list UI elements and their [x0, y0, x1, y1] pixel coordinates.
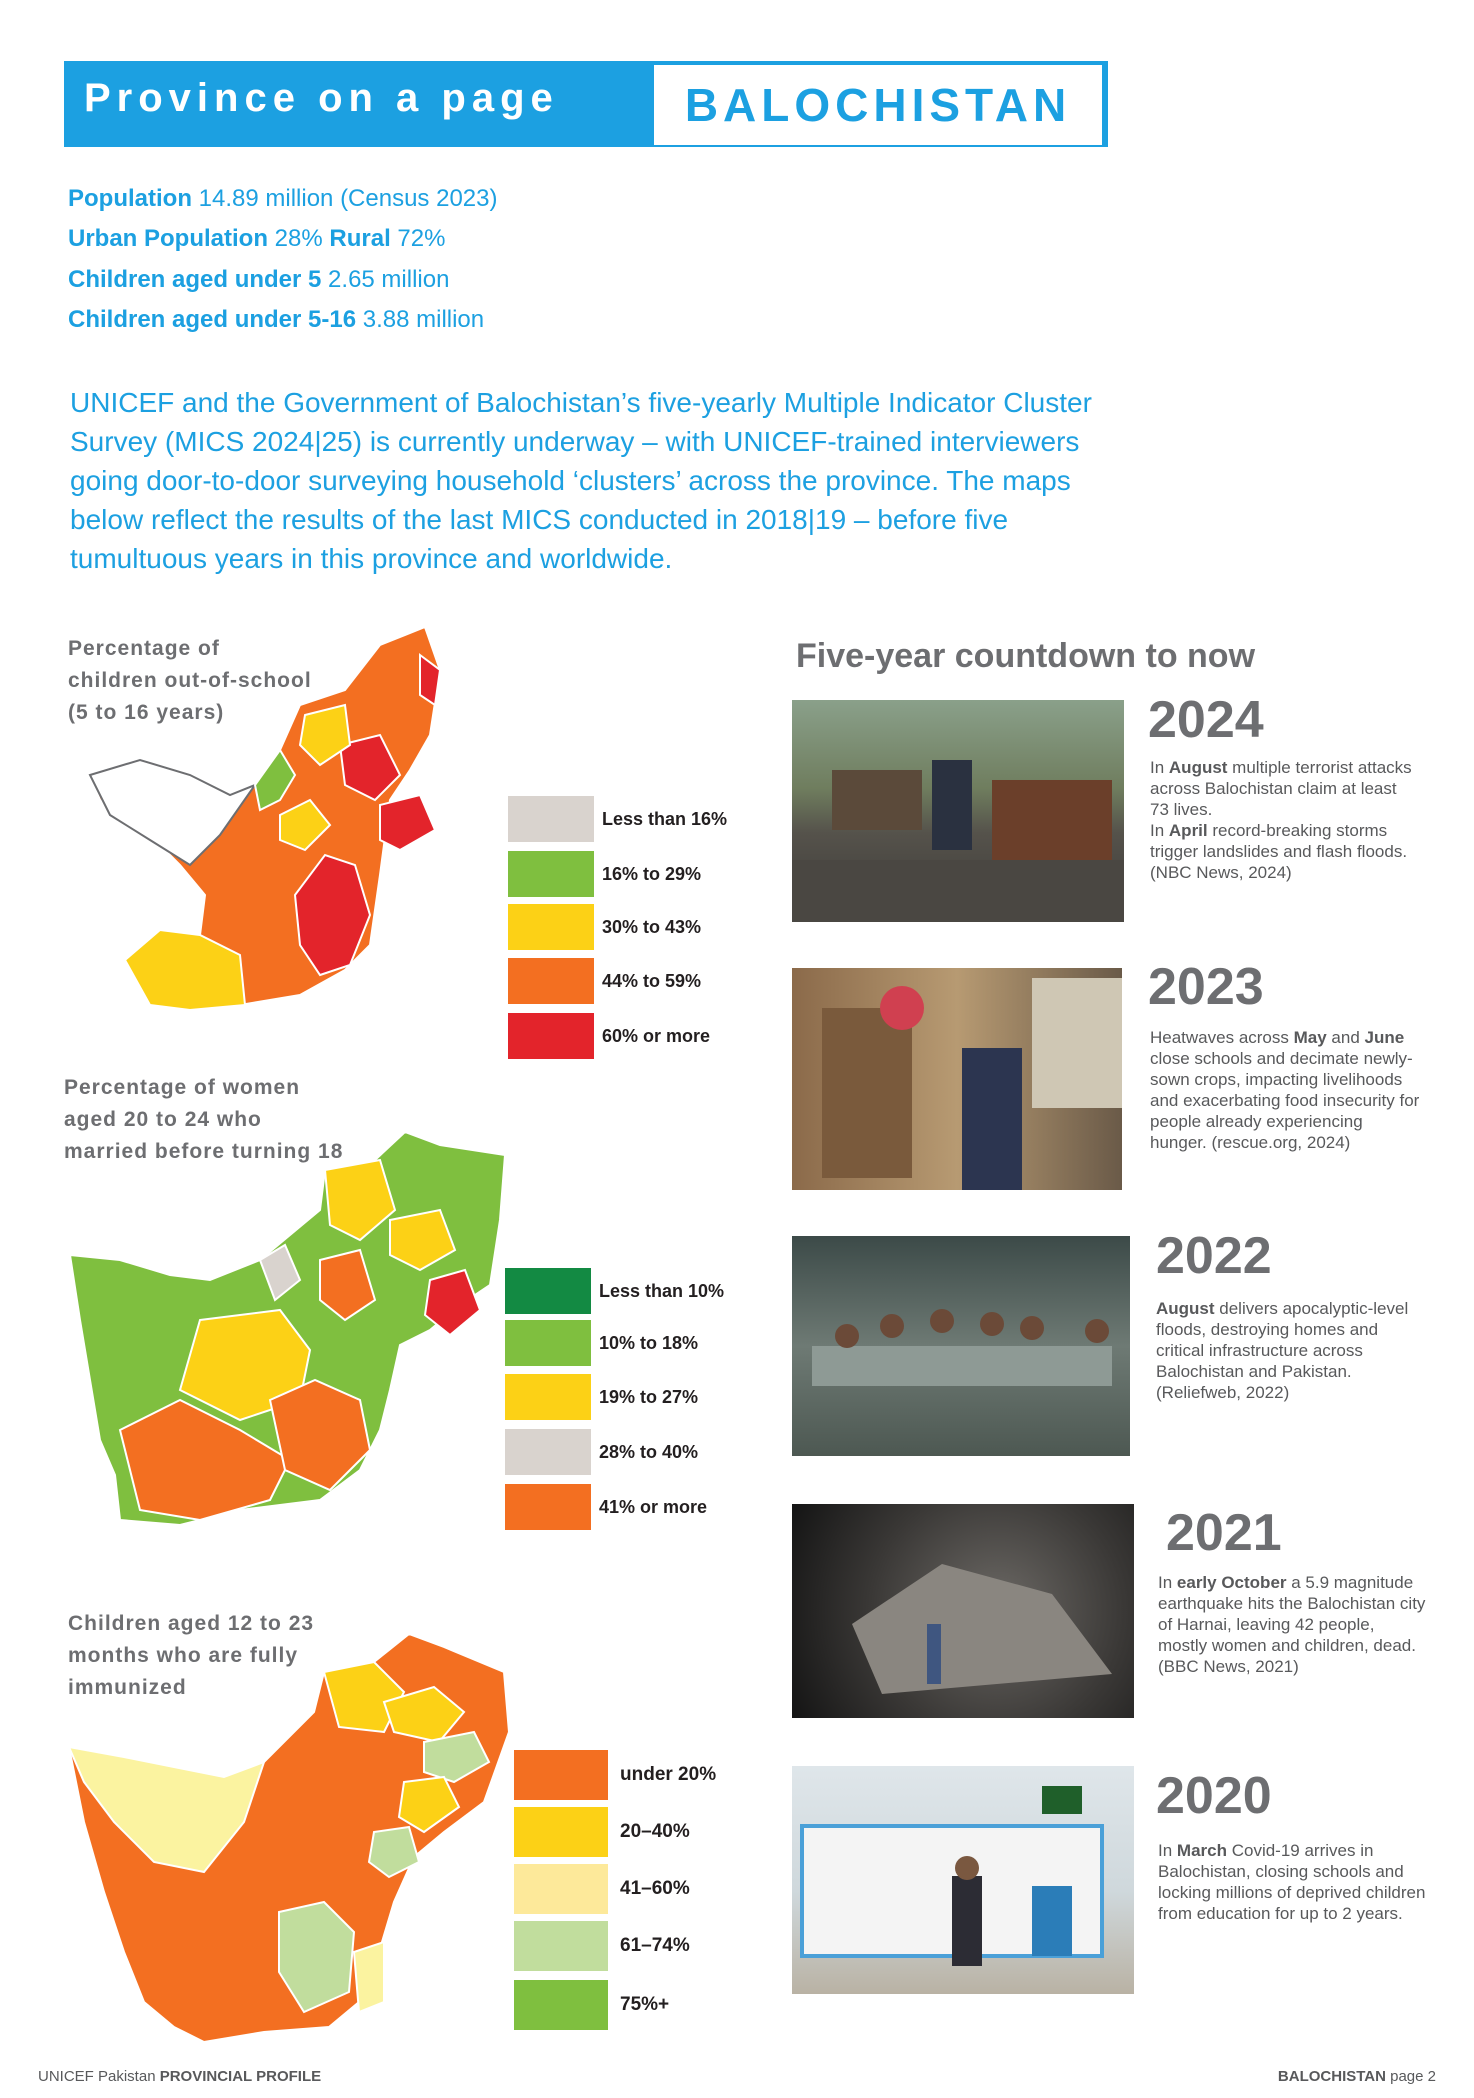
under5-stat: [68, 266, 449, 294]
legend-swatch: [514, 1980, 608, 2030]
event-text-part: In: [1150, 821, 1169, 840]
legend-swatch: [508, 796, 594, 842]
legend-label: 10% to 18%: [599, 1332, 699, 1353]
under5-16-value: 3.88 million: [362, 306, 485, 333]
event-2022-text: [1156, 1298, 1426, 1403]
map2-legend-item: [505, 1320, 698, 1366]
legend-label: 41–60%: [620, 1878, 690, 1899]
population-label: Population: [68, 185, 192, 212]
map3-legend-item: [514, 1807, 690, 1857]
legend-label: 28% to 40%: [599, 1441, 699, 1462]
legend-label: under 20%: [620, 1764, 717, 1785]
event-text-part: multiple terrorist attacks across Balochistan claim at least 73 lives.: [1150, 758, 1412, 819]
province-title-box: [652, 63, 1104, 147]
footer-left: [38, 2068, 321, 2085]
flood-children-photo: [792, 1236, 1130, 1456]
event-2023-text: [1150, 1027, 1420, 1153]
legend-label: 16% to 29%: [602, 863, 702, 884]
out-of-school-map: [80, 625, 520, 1040]
population-value: 14.89 million (Census 2023): [198, 185, 498, 212]
earthquake-rubble-photo: [792, 1504, 1134, 1718]
event-text-part: In: [1158, 1841, 1177, 1860]
map3-legend-item: [514, 1980, 669, 2030]
year-2022: 2022: [1156, 1227, 1272, 1285]
legend-swatch: [508, 958, 594, 1004]
event-2020-text: [1158, 1840, 1428, 1924]
flood-children-photo-art: [792, 1236, 1130, 1456]
legend-label: 75%+: [620, 1994, 670, 2015]
under5-16-label: Children aged under 5-16: [68, 306, 357, 333]
legend-swatch: [508, 1013, 594, 1059]
event-text-part: Heatwaves across: [1150, 1028, 1294, 1047]
event-text-bold: April: [1168, 821, 1208, 840]
map2-title-line: aged 20 to 24 who: [64, 1108, 262, 1131]
legend-swatch: [505, 1484, 591, 1530]
map3-legend-item: [514, 1864, 690, 1914]
legend-label: 60% or more: [602, 1025, 711, 1046]
immunization-map: [64, 1632, 524, 2052]
legend-label: 44% to 59%: [602, 970, 702, 991]
footer-page-number: page 2: [1385, 2068, 1436, 2085]
event-text-bold: early October: [1176, 1573, 1287, 1592]
map3-region: [354, 1942, 384, 2012]
urban-value: 28%: [274, 225, 323, 252]
legend-label: Less than 16%: [602, 808, 728, 829]
under5-value: 2.65 million: [328, 266, 450, 293]
countdown-title: Five-year countdown to now: [796, 637, 1256, 675]
event-text-part: In: [1150, 758, 1169, 777]
legend-label: 61–74%: [620, 1935, 690, 1956]
map1-legend-item: [508, 958, 701, 1004]
map3-title-line: immunized: [68, 1676, 187, 1699]
map2-legend-item: [505, 1484, 707, 1530]
urban-rural-stat: [68, 225, 445, 253]
year-2024: 2024: [1148, 691, 1264, 749]
map1-title-line: (5 to 16 years): [68, 701, 225, 724]
legend-swatch: [508, 851, 594, 897]
water-distribution-photo-art: [792, 968, 1122, 1190]
legend-swatch: [514, 1807, 608, 1857]
year-2020: 2020: [1156, 1767, 1272, 1825]
footer-right: [1278, 2068, 1436, 2085]
map1-title-line: Percentage of: [68, 637, 220, 660]
map1-legend-item: [508, 796, 727, 842]
footer-left-plain: UNICEF Pakistan: [38, 2068, 160, 2085]
map2-legend-item: [505, 1268, 724, 1314]
map3-legend-item: [514, 1921, 690, 1971]
population-stat: [68, 185, 497, 213]
event-text-bold: August: [1168, 758, 1228, 777]
map1-legend-item: [508, 1013, 710, 1059]
event-text-part: In: [1158, 1573, 1177, 1592]
map3-legend-item: [514, 1750, 716, 1800]
legend-swatch: [514, 1921, 608, 1971]
legend-swatch: [514, 1864, 608, 1914]
map2-legend-item: [505, 1374, 698, 1420]
event-2024-text: [1150, 757, 1420, 883]
event-text-part: delivers apocalyptic-level floods, destroying homes and critical infrastructure across Balochistan and Pakistan. (Reliefweb, 2022): [1156, 1299, 1409, 1402]
footer-left-bold: PROVINCIAL PROFILE: [159, 2068, 322, 2085]
burned-vehicles-photo: [792, 700, 1124, 922]
event-text-bold: May: [1293, 1028, 1327, 1047]
intro-paragraph: UNICEF and the Government of Balochistan’s five-yearly Multiple Indicator Cluster Survey (MICS 2024|25) is currently underway – with UNICEF-trained interviewers going door-to-door surveying household ‘clusters’ across the province. The maps below reflect the results of the last MICS conducted in 2018|19 – before five tumultuous years in this province and worldwide.: [70, 387, 1092, 574]
event-2021-text: [1158, 1572, 1428, 1677]
legend-swatch: [505, 1374, 591, 1420]
event-text-bold: June: [1364, 1028, 1405, 1047]
rural-label: Rural: [329, 225, 391, 252]
map2-title-line: married before turning 18: [64, 1140, 344, 1163]
legend-swatch: [505, 1268, 591, 1314]
year-2023: 2023: [1148, 958, 1264, 1016]
event-text-part: Covid-19 arrives in Balochistan, closing schools and locking millions of deprived children from education for up to 2 years.: [1158, 1841, 1426, 1923]
legend-swatch: [505, 1320, 591, 1366]
rural-value: 72%: [397, 225, 446, 252]
school-boy-photo-art: [792, 1766, 1134, 1994]
event-text-part: close schools and decimate newly-sown crops, impacting livelihoods and exacerbating food insecurity for people already experiencing hunger. (rescue.org, 2024): [1150, 1049, 1420, 1152]
map1-title-line: children out-of-school: [68, 669, 312, 692]
burned-vehicles-photo-art: [792, 700, 1124, 922]
footer-right-bold: BALOCHISTAN: [1277, 2068, 1386, 2085]
page-series-title: Province on a page: [84, 76, 559, 120]
legend-label: 41% or more: [599, 1496, 708, 1517]
legend-label: Less than 10%: [599, 1280, 725, 1301]
under5-label: Children aged under 5: [68, 266, 322, 293]
legend-swatch: [505, 1429, 591, 1475]
map2-title-line: Percentage of women: [64, 1076, 301, 1099]
event-text-part: and: [1326, 1028, 1365, 1047]
legend-label: 20–40%: [620, 1821, 690, 1842]
province-title: BALOCHISTAN: [684, 79, 1072, 131]
child-marriage-map: [60, 1130, 520, 1545]
school-boy-photo: [792, 1766, 1134, 1994]
legend-swatch: [508, 904, 594, 950]
urban-label: Urban Population: [68, 225, 268, 252]
legend-label: 30% to 43%: [602, 916, 702, 937]
event-text-part: a 5.9 magnitude earthquake hits the Balochistan city of Harnai, leaving 42 people, mostly women and children, dead. (BBC News, 2021): [1158, 1573, 1426, 1676]
map3-title-line: months who are fully: [68, 1644, 299, 1667]
map1-legend-item: [508, 904, 701, 950]
legend-swatch: [514, 1750, 608, 1800]
legend-label: 19% to 27%: [599, 1386, 699, 1407]
event-text-bold: August: [1156, 1299, 1215, 1318]
under5-16-stat: [68, 306, 484, 334]
map3-title-line: Children aged 12 to 23: [68, 1612, 315, 1635]
map2-legend-item: [505, 1429, 698, 1475]
map1-legend-item: [508, 851, 701, 897]
water-distribution-photo: [792, 968, 1122, 1190]
map1-region: [380, 795, 435, 850]
event-text-part: record-breaking storms trigger landslides and flash floods. (NBC News, 2024): [1150, 821, 1408, 882]
earthquake-rubble-photo-art: [792, 1504, 1134, 1718]
year-2021: 2021: [1166, 1504, 1282, 1562]
event-text-bold: March: [1176, 1841, 1227, 1860]
